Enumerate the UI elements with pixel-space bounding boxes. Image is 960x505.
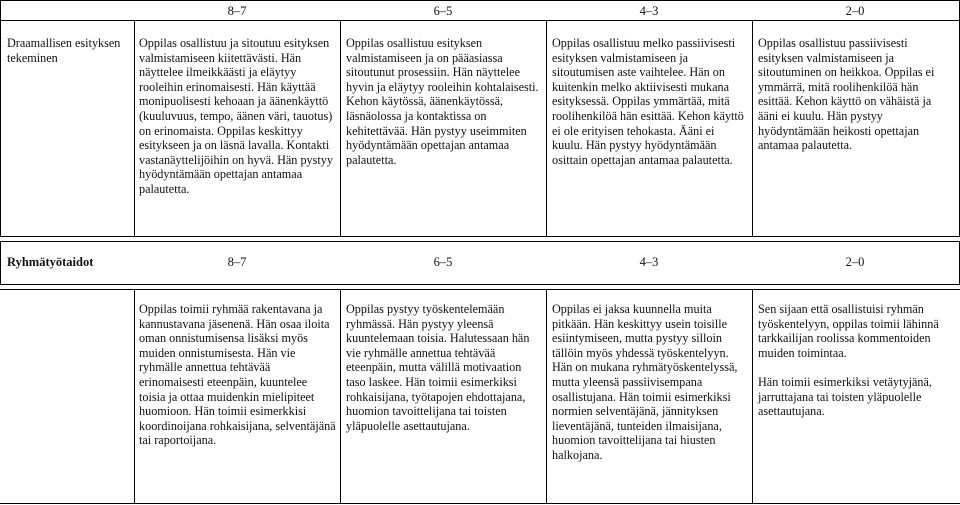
group-cell-8-7: Oppilas toimii ryhmää rakentavana ja kannustavana jäsenenä. Hän osaa iloita oman onnistumisensa lisäksi myös muiden onnistumisesta. Hän vie ryhmälle annettua tehtävää erinomaisesti eteenpäin, kuuntelee toisia ja ottaa muidenkin mielipiteet huomioon. Hän toimii esimerkkisi koordinoijana rohkaisijana, selventäjänä tai raportoijana. [139,302,336,448]
table-rule [0,241,960,242]
table-rule [0,241,1,285]
drama-cell-2-0: Oppilas osallistuu passiivisesti esityksen valmistamiseen ja sitoutuminen on heikkoa. Oppilas ei ymmärrä, mitä roolihenkilöä hän esittää. Kehon käyttö on vähäistä ja ääni ei kuulu. Hän pystyy hyödyntämään heikosti opettajan antamaa palautetta. [758,36,935,153]
group-grade-2-0: 2–0 [845,255,865,269]
table-rule [0,236,960,237]
table-rule [752,20,753,237]
group-cell-4-3: Oppilas ei jaksa kuunnella muita pitkään. Hän keskittyy usein toisille esiintymiseen, mutta pystyy silloin tällöin myös yhdessä työskentelyyn. Hän on mukana ryhmätyöskentelyssä, mutta yleensä passiivisempana osallistujana. Hän toimii esimerkiksi normien selventäjänä, jännityksen lieventäjänä, tunteiden ilmaisijana, huomion tavoittelijana tai hiusten halkojana. [552,302,738,462]
table-rule [0,0,1,237]
grade-header-2-0: 2–0 [845,4,865,18]
table-rule [0,289,960,290]
row-label-drama: Draamallisen esityksen tekeminen [7,36,121,65]
group-cell-2-0: Sen sijaan että osallistuisi ryhmän työskentelyyn, oppilas toimii lähinnä tarkkailijan roolissa kommentoiden muiden toimintaa. Hän toimii esimerkiksi vetäytyjänä, jarruttajana tai toisten yläpuolelle asettautujana. [758,302,939,419]
grade-header-8-7: 8–7 [227,4,247,18]
table-rule [134,20,135,237]
table-rule [0,20,960,21]
group-cell-6-5: Oppilas pystyy työskentelemään ryhmässä. Hän pystyy yleensä kuuntelemaan toisia. Halutessaan hän vie ryhmälle annettua tehtävää eteenpäin, mutta välillä motivaation taso laskee. Hän toimii esimerkiksi rohkaisijana, työtapojen ehdottajana, huomion tavoittelijana tai toisten yläpuolelle asettautujana. [346,302,530,433]
table-rule [546,289,547,504]
table-rule [340,289,341,504]
grade-header-6-5: 6–5 [433,4,453,18]
drama-cell-6-5: Oppilas osallistuu esityksen valmistamiseen ja on pääasiassa sitoutunut prosessiin. Hän näyttelee hyvin ja eläytyy rooleihin kohtalaisesti. Kehon käytössä, äänenkäytössä, läsnäolossa ja kontaktissa on kehitettävää. Hän pystyy useimmiten hyödyntämään opettajan antamaa palautetta. [346,36,539,167]
row-label-groupwork: Ryhmätyötaidot [7,255,94,269]
grade-header-4-3: 4–3 [639,4,659,18]
drama-cell-4-3: Oppilas osallistuu melko passiivisesti esityksen valmistamiseen ja sitoutumisen aste vaihtelee. Hän on kuitenkin melko aktiivisesti mukana esityksessä. Oppilas ymmärtää, mitä roolihenkilöä hän esittää. Kehon käyttö ei ole erityisen tehokasta. Ääni ei kuulu. Hän pystyy hyödyntämään osittain opettajan antamaa palautetta. [552,36,744,167]
table-rule [134,289,135,504]
table-rule [0,503,960,504]
table-rule [340,20,341,237]
group-grade-4-3: 4–3 [639,255,659,269]
group-grade-6-5: 6–5 [433,255,453,269]
drama-cell-8-7: Oppilas osallistuu ja sitoutuu esityksen valmistamiseen kiitettävästi. Hän näyttelee ilmeikkäästi ja eläytyy rooleihin erinomaisesti. Hän käyttää monipuolisesti kehoaan ja äänenkäyttö (kuuluvuus, tempo, äänen väri, tauotus) on erinomaista. Oppilas keskittyy esitykseen ja on läsnä lavalla. Kontakti vastanäyttelijöihin on hyvä. Hän pystyy hyödyntämään opettajan antamaa palautetta. [139,36,333,196]
table-rule [0,284,960,285]
table-rule [752,289,753,504]
table-rule [546,20,547,237]
table-rule [0,0,960,1]
group-grade-8-7: 8–7 [227,255,247,269]
